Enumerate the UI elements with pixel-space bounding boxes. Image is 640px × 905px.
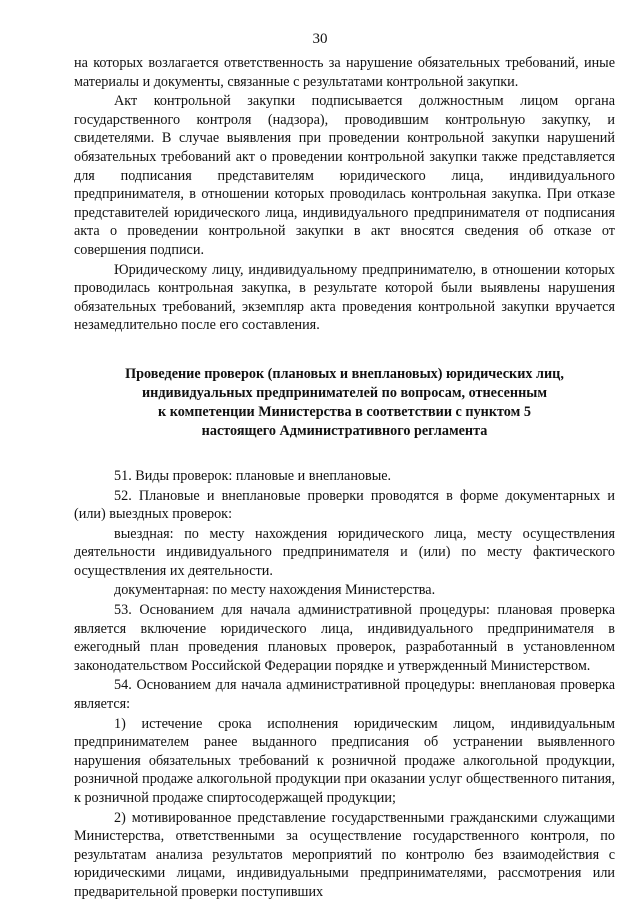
section-heading-line: к компетенции Министерства в соответствии с пунктом 5 (158, 403, 531, 420)
paragraph-54-item-2: 2) мотивированное представление государственными гражданскими служащими Министерства, ответственными за осуществление государственного контроля, по результатам анализа результатов мероприятий по контролю без взаимодействия с юридическими лицами, индивидуальными предпринимателями, рассмотрения или предварительной проверки поступивших (74, 809, 615, 900)
paragraph-54: 54. Основанием для начала административной процедуры: внеплановая проверка является: (74, 677, 615, 713)
paragraph-control-purchase-act: Акт контрольной закупки подписывается должностным лицом органа государственного контроля (надзора), проводившим контрольную закупку, и свидетелями. В случае выявления при проведении контрольной закупки нарушений обязательных требований акт о проведении контрольной закупки также представляется для подписания представителям юридического лица, индивидуального предпринимателя, в отношении которых проводилась контрольная закупка. При отказе представителей юридического лица, индивидуального предпринимателя от подписания акта о проведении контрольной закупки в акт вносятся сведения об отказе от совершения подписи. (74, 93, 615, 258)
paragraph-52: 52. Плановые и внеплановые проверки проводятся в форме документарных и (или) выездных проверок: (74, 487, 615, 523)
paragraph-continuation: на которых возлагается ответственность за нарушение обязательных требований, иные материалы и документы, связанные с результатами контрольной закупки. (74, 55, 615, 90)
page-number: 30 (312, 31, 328, 47)
paragraph-documentary-inspection: документарная: по месту нахождения Министерства. (114, 582, 436, 599)
section-heading (74, 365, 615, 441)
section-heading-line: индивидуальных предпринимателей по вопросам, отнесенным (141, 384, 547, 401)
paragraph-onsite-inspection: выездная: по месту нахождения юридического лица, месту осуществления деятельности индивидуального предпринимателя и (или) по месту фактического осуществления их деятельности. (74, 525, 615, 579)
paragraph-act-delivery: Юридическому лицу, индивидуальному предпринимателю, в отношении которых проводилась контрольная закупка, в результате которой были выявлены нарушения обязательных требований, экземпляр акта проведения контрольной закупки вручается незамедлительно после его составления. (74, 261, 615, 334)
paragraph-51: 51. Виды проверок: плановые и внеплановые. (114, 467, 392, 484)
section-heading-line: настоящего Административного регламента (201, 422, 488, 439)
paragraph-53: 53. Основанием для начала административной процедуры: плановая проверка является включение юридического лица, индивидуального предпринимателя в ежегодный план проведения плановых проверок, разработанный в установленном законодательством Российской Федерации порядке и утвержденный Министерством. (74, 602, 615, 674)
paragraph-54-item-1: 1) истечение срока исполнения юридическим лицом, индивидуальным предпринимателем ранее выданного предписания об устранении выявленного нарушения обязательных требований к розничной продаже алкогольной продукции, розничной продаже алкогольной продукции при оказании услуг общественного питания, к розничной продаже спиртосодержащей продукции; (74, 715, 615, 806)
section-heading-line: Проведение проверок (плановых и внеплановых) юридических лиц, (125, 365, 564, 382)
document-body (74, 54, 615, 902)
